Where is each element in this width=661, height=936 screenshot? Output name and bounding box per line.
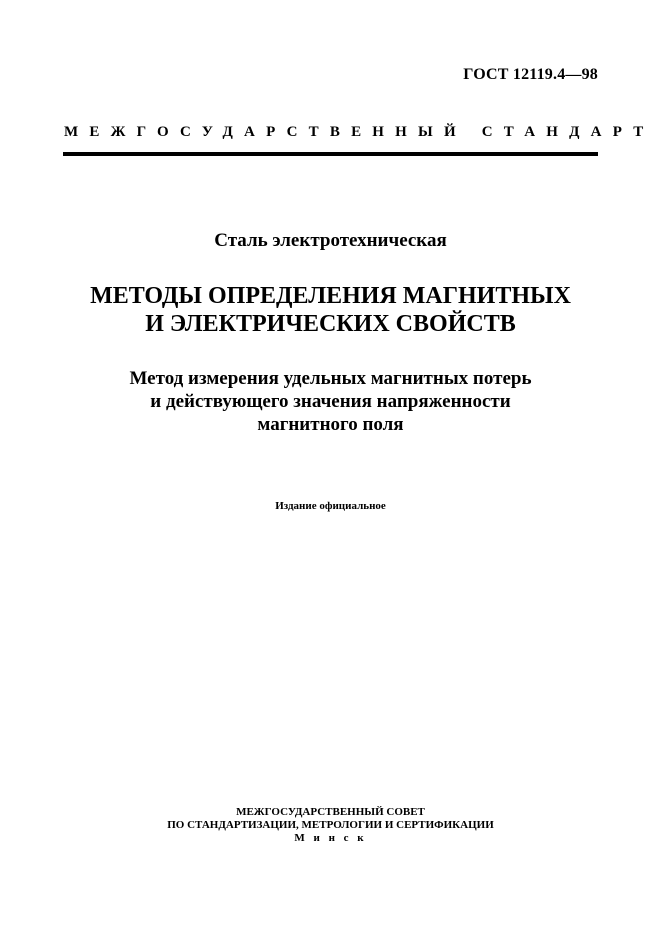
method-title-line: магнитного поля [257,414,404,435]
document-subject: Сталь электротехническая [214,230,447,251]
main-title [0,282,661,338]
standard-type-heading: МЕЖГОСУДАРСТВЕННЫЙ СТАНДАРТ [64,124,655,140]
document-code: ГОСТ 12119.4—98 [463,66,598,83]
publisher-line: ПО СТАНДАРТИЗАЦИИ, МЕТРОЛОГИИ И СЕРТИФИКАЦИИ [167,819,494,831]
publisher-block [0,806,661,845]
method-title-line: Метод измерения удельных магнитных потерь [129,368,532,389]
main-title-line: МЕТОДЫ ОПРЕДЕЛЕНИЯ МАГНИТНЫХ [90,283,571,309]
publisher-city: М и н с к [294,832,367,844]
method-title-line: и действующего значения напряженности [150,391,511,412]
publisher-line: МЕЖГОСУДАРСТВЕННЫЙ СОВЕТ [236,806,425,818]
main-title-line: И ЭЛЕКТРИЧЕСКИХ СВОЙСТВ [145,311,516,337]
edition-label: Издание официальное [275,500,386,512]
header-divider [63,152,598,156]
method-title [0,367,661,436]
